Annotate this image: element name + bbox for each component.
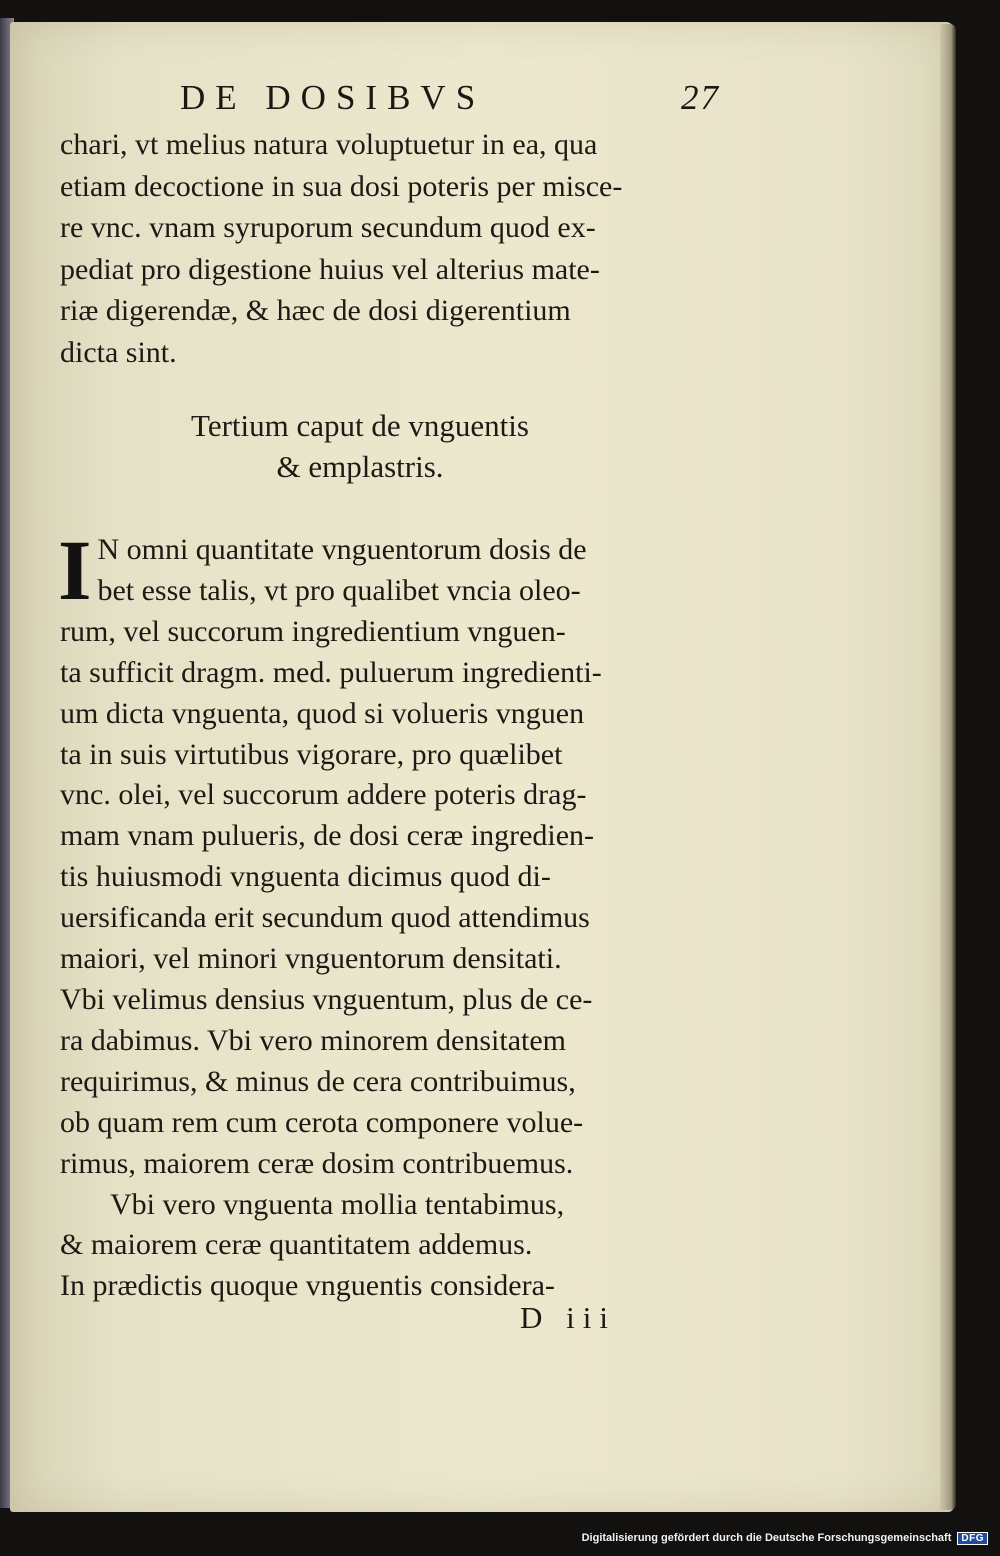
text-line: rimus, maiorem ceræ dosim contribuemus. [60, 1146, 574, 1180]
text-line: chari, vt melius natura voluptuetur in ea, qua [60, 128, 598, 161]
text-line: vnc. olei, vel succorum addere poteris drag- [60, 778, 587, 812]
digitization-footer [582, 1524, 988, 1552]
text-line: ta in suis virtutibus vigorare, pro quælibet [60, 737, 563, 771]
running-title: DE DOSIBVS [180, 78, 486, 117]
text-line: ta sufficit dragm. med. puluerum ingredienti- [60, 655, 602, 689]
text-line: ob quam rem cum cerota componere volue- [60, 1105, 584, 1139]
text-line: rum, vel succorum ingredientium vnguen- [60, 614, 566, 648]
text-line: mam vnam pulueris, de dosi ceræ ingredien- [60, 819, 595, 853]
text-line: riæ digerendæ, & hæc de dosi digerentium [60, 294, 571, 327]
text-line: etiam decoctione in sua dosi poteris per misce- [60, 169, 623, 203]
heading-line: & emplastris. [276, 449, 444, 484]
dfg-logo: DFG [957, 1532, 988, 1545]
chapter-body [58, 522, 730, 1307]
page-number: 27 [681, 78, 720, 117]
text-line: um dicta vnguenta, quod si volueris vnguen [60, 696, 585, 730]
chapter-heading [60, 405, 660, 487]
text-block-continuation [60, 124, 730, 373]
signature-mark: D iii [520, 1300, 616, 1335]
text-line: Vbi velimus densius vnguentum, plus de ce- [60, 982, 593, 1016]
text-line: pediat pro digestione huius vel alterius mate- [60, 252, 600, 286]
text-line: maiori, vel minori vnguentorum densitati. [60, 942, 562, 976]
page-edge [940, 24, 956, 1510]
text-line: re vnc. vnam syruporum secundum quod ex- [60, 211, 596, 244]
text-line: ra dabimus. Vbi vero minorem densitatem [60, 1023, 567, 1057]
drop-cap: I [58, 522, 92, 618]
heading-line: Tertium caput de vnguentis [191, 408, 529, 443]
text-line: In prædictis quoque vnguentis considera- [60, 1269, 555, 1303]
text-line: dicta sint. [60, 335, 177, 369]
running-header [180, 78, 720, 122]
text-line: & maiorem ceræ quantitatem addemus. [60, 1228, 533, 1262]
funding-credit: Digitalisierung gefördert durch die Deutsche Forschungsgemeinschaft [581, 1532, 952, 1544]
text-line: bet esse talis, vt pro qualibet vncia oleo- [97, 573, 581, 607]
text-line: Vbi vero vnguenta mollia tentabimus, [110, 1187, 565, 1221]
text-line: tis huiusmodi vnguenta dicimus quod di- [60, 860, 551, 894]
text-line: N omni quantitate vnguentorum dosis de [97, 533, 587, 566]
text-line: uersificanda erit secundum quod attendimus [60, 901, 590, 935]
text-line: requirimus, & minus de cera contribuimus, [60, 1064, 576, 1098]
